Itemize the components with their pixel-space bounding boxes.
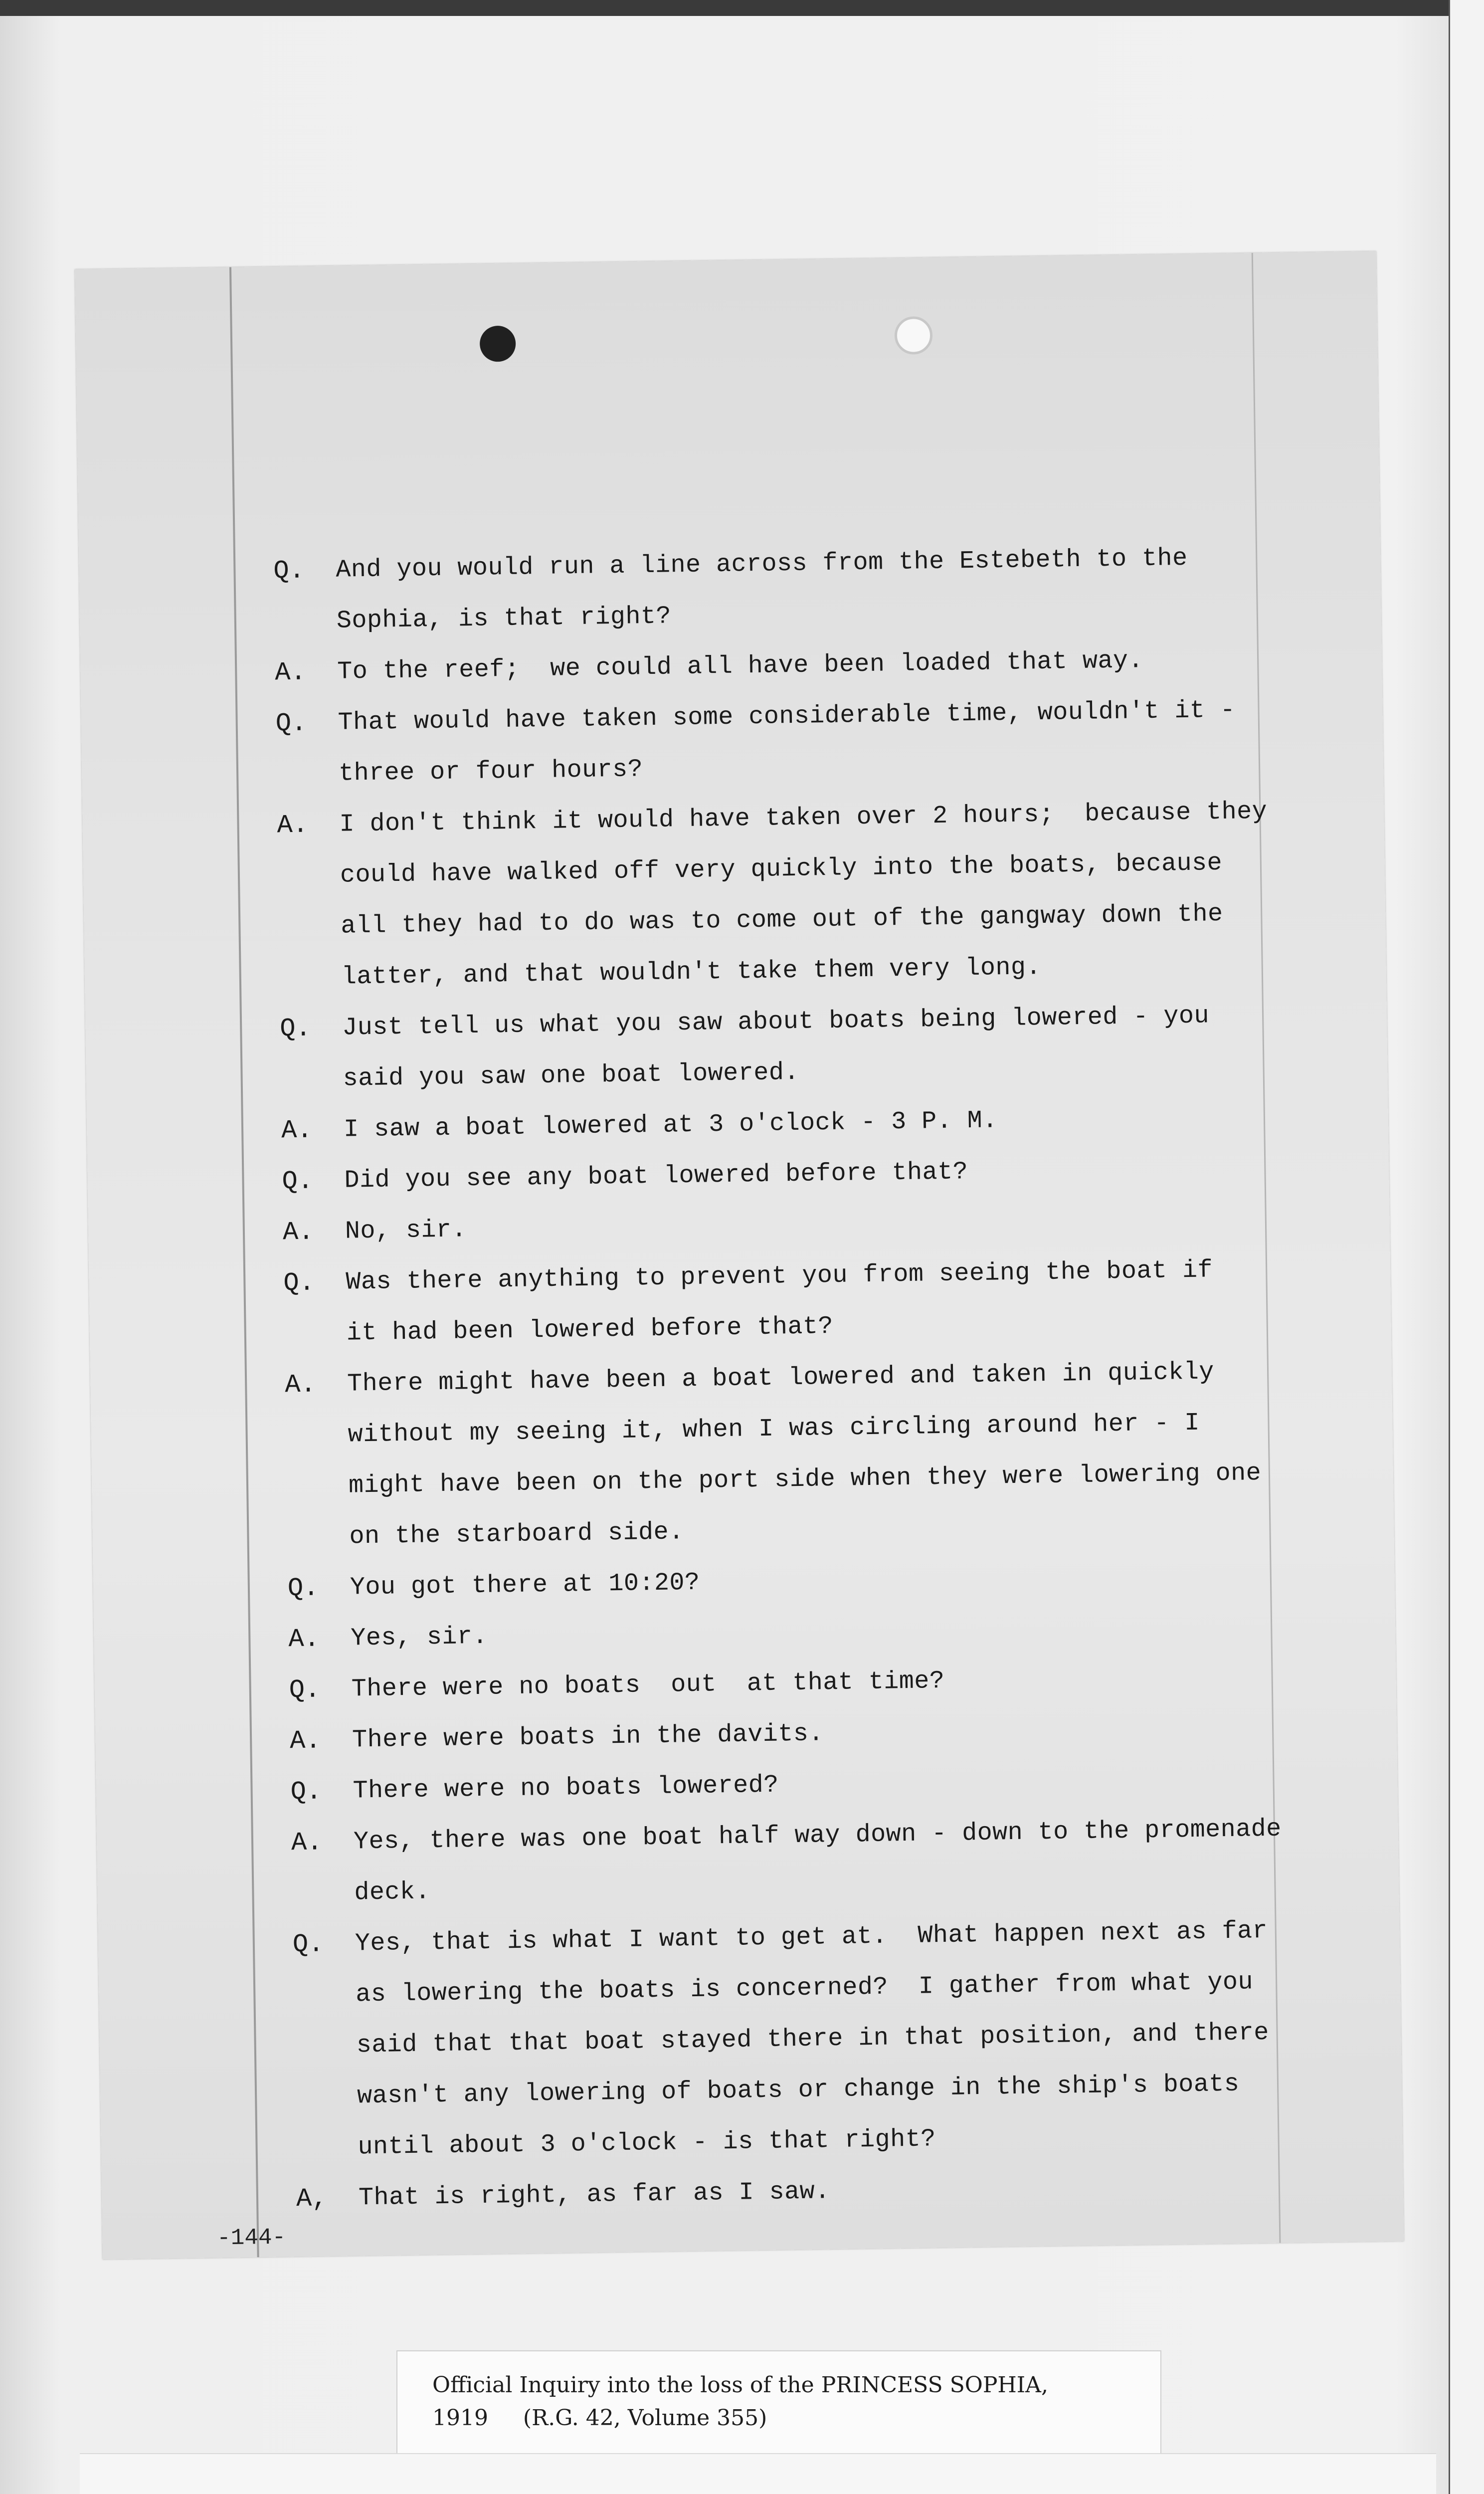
answer-label: A. <box>282 1217 314 1247</box>
left-margin-rule <box>229 267 259 2258</box>
punch-hole-ring-icon <box>894 316 932 355</box>
question-label: Q. <box>283 1268 315 1298</box>
answer-text: Yes, there was one boat half way down - down to the promenade deck. <box>353 1815 1282 1907</box>
answer-text: Yes, sir. <box>350 1622 488 1653</box>
archive-caption <box>396 2350 1161 2455</box>
answer-text: No, sir. <box>345 1216 467 1246</box>
answer-label: A. <box>281 1115 313 1146</box>
answer-text: There might have been a boat lowered and taken in quickly without my seeing it, when I was circling around her - I might have been on the port side when they were lowering one on the starboard side. <box>347 1358 1262 1551</box>
answer-label: A. <box>289 1726 322 1756</box>
question-label: Q. <box>275 708 307 739</box>
page-number: -144- <box>216 2224 286 2252</box>
question-label: Q. <box>292 1929 324 1960</box>
answer-label: A. <box>277 810 309 840</box>
question-text: Did you see any boat lowered before that? <box>344 1158 968 1195</box>
answer-text: I saw a boat lowered at 3 o'clock - 3 P. M. <box>343 1106 998 1144</box>
answer-label: A. <box>274 657 307 688</box>
caption-title: Official Inquiry into the loss of the PRINCESS SOPHIA, <box>432 2372 1048 2398</box>
answer-label: A. <box>284 1370 317 1400</box>
question-label: Q. <box>273 556 305 586</box>
transcript-entry <box>275 683 1374 801</box>
transcript-entry <box>292 1904 1393 2174</box>
answer-label: A, <box>296 2184 328 2214</box>
question-text: You got there at 10:20? <box>350 1568 700 1602</box>
transcript-entry <box>291 1803 1389 1920</box>
question-label: Q. <box>282 1166 314 1197</box>
caption-reference: 1919 (R.G. 42, Volume 355) <box>432 2405 767 2431</box>
question-text: And you would run a line across from the Estebeth to the Sophia, is that right? <box>336 544 1188 635</box>
answer-text: I don't think it would have taken over 2 hours; because they could have walked off very quickly into the boats, because all they had to do was to come out of the gangway down the latter, and that wouldn't take them very long. <box>339 797 1268 992</box>
testimony-transcript <box>273 531 1394 2225</box>
transcript-entry <box>280 989 1378 1106</box>
punch-hole-icon <box>480 326 516 362</box>
question-text: That would have taken some considerable time, wouldn't it - three or four hours? <box>338 696 1236 788</box>
transcript-entry <box>283 1243 1382 1360</box>
question-text: There were no boats lowered? <box>353 1771 779 1806</box>
question-label: Q. <box>289 1675 321 1705</box>
transcript-entry <box>273 531 1372 648</box>
archives-banner <box>80 2453 1436 2494</box>
question-text: Was there anything to prevent you from seeing the boat if it had been lowered before that? <box>346 1256 1213 1348</box>
answer-text: To the reef; we could all have been loaded that way. <box>337 646 1144 686</box>
answer-text: That is right, as far as I saw. <box>358 2177 831 2213</box>
answer-text: There were boats in the davits. <box>352 1719 824 1755</box>
answer-label: A. <box>288 1624 320 1655</box>
transcript-entry <box>277 785 1376 1004</box>
question-text: Yes, that is what I want to get at. What happen next as far as lowering the boats is concerned? I gather from what you said that that boat stayed there in that position, and there wasn't any lowering of boats or change in the ship's boats until about 3 o'clock - is that right? <box>355 1916 1270 2162</box>
question-label: Q. <box>279 1014 312 1044</box>
transcript-entry <box>285 1345 1384 1564</box>
scanner-top-edge <box>0 0 1484 16</box>
question-text: Just tell us what you saw about boats being lowered - you said you saw one boat lowered. <box>342 1002 1210 1093</box>
question-text: There were no boats out at that time? <box>351 1666 945 1704</box>
scanner-right-edge <box>1449 0 1484 2494</box>
question-label: Q. <box>287 1573 319 1604</box>
question-label: Q. <box>290 1777 322 1807</box>
answer-label: A. <box>291 1828 323 1858</box>
transcript-page <box>75 251 1404 2260</box>
